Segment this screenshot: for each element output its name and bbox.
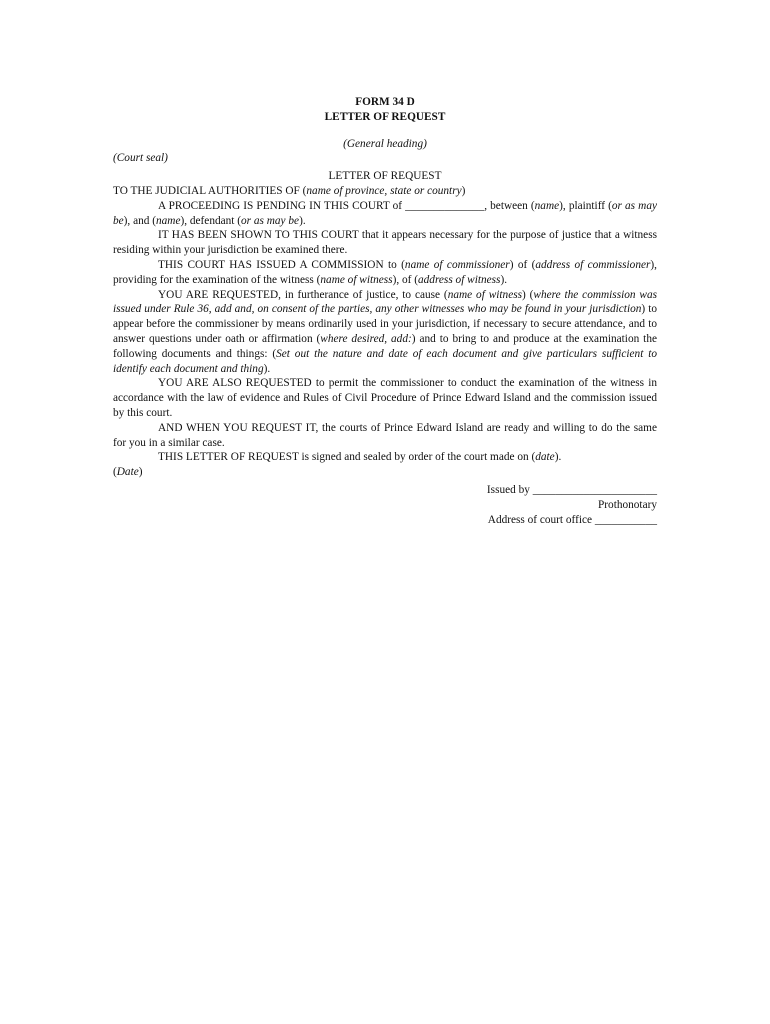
court-seal: (Court seal) — [113, 152, 168, 165]
court-office-address-line: Address of court office ___________ — [487, 513, 657, 526]
paragraph-reciprocity: AND WHEN YOU REQUEST IT, the courts of Prince Edward Island are ready and willing to do the same for you in a similar case. — [113, 421, 657, 449]
paragraph-requested: YOU ARE REQUESTED, in furtherance of justice, to cause (name of witness) (where the commission was issued under Rule 36, add and, on consent of the parties, any other witnesses who may be found in your jurisdiction) to appear before the commissioner by means ordinarily used in your jurisdiction, if necessary to secure attendance, and to answer questions under oath or affirmation (where desired, add:) and to bring to and produce at the examination the following documents and things: (Set out the nature and date of each document and give particulars sufficient to identify each document and thing). — [113, 288, 657, 375]
paragraph-signed: THIS LETTER OF REQUEST is signed and sealed by order of the court made on (date). — [158, 451, 562, 464]
sub-title: LETTER OF REQUEST — [328, 170, 442, 183]
paragraph-shown: IT HAS BEEN SHOWN TO THIS COURT that it appears necessary for the purpose of justice that a witness residing within your jurisdiction be examined there. — [113, 229, 657, 257]
paragraph-commission: THIS COURT HAS ISSUED A COMMISSION to (name of commissioner) of (address of commissioner), providing for the examination of the witness (name of witness), of (address of witness). — [113, 258, 657, 286]
paragraph-also-requested: YOU ARE ALSO REQUESTED to permit the commissioner to conduct the examination of the witness in accordance with the law of evidence and Rules of Civil Procedure of Prince Edward Island and the commission issued by this court. — [113, 377, 657, 419]
paragraph-proceeding: A PROCEEDING IS PENDING IN THIS COURT of ______________, between (name), plaintiff (or as may be), and (name), defendant (or as may be). — [113, 199, 658, 227]
form-title: LETTER OF REQUEST — [324, 110, 446, 123]
prothonotary-label: Prothonotary — [598, 498, 657, 511]
general-heading: (General heading) — [343, 137, 427, 150]
issued-by-line: Issued by ______________________ — [486, 483, 657, 496]
document-page — [113, 95, 657, 527]
paragraph-addressee: TO THE JUDICIAL AUTHORITIES OF (name of province, state or country) — [113, 184, 466, 197]
form-number: FORM 34 D — [355, 96, 415, 108]
date-line: (Date) — [113, 466, 143, 479]
